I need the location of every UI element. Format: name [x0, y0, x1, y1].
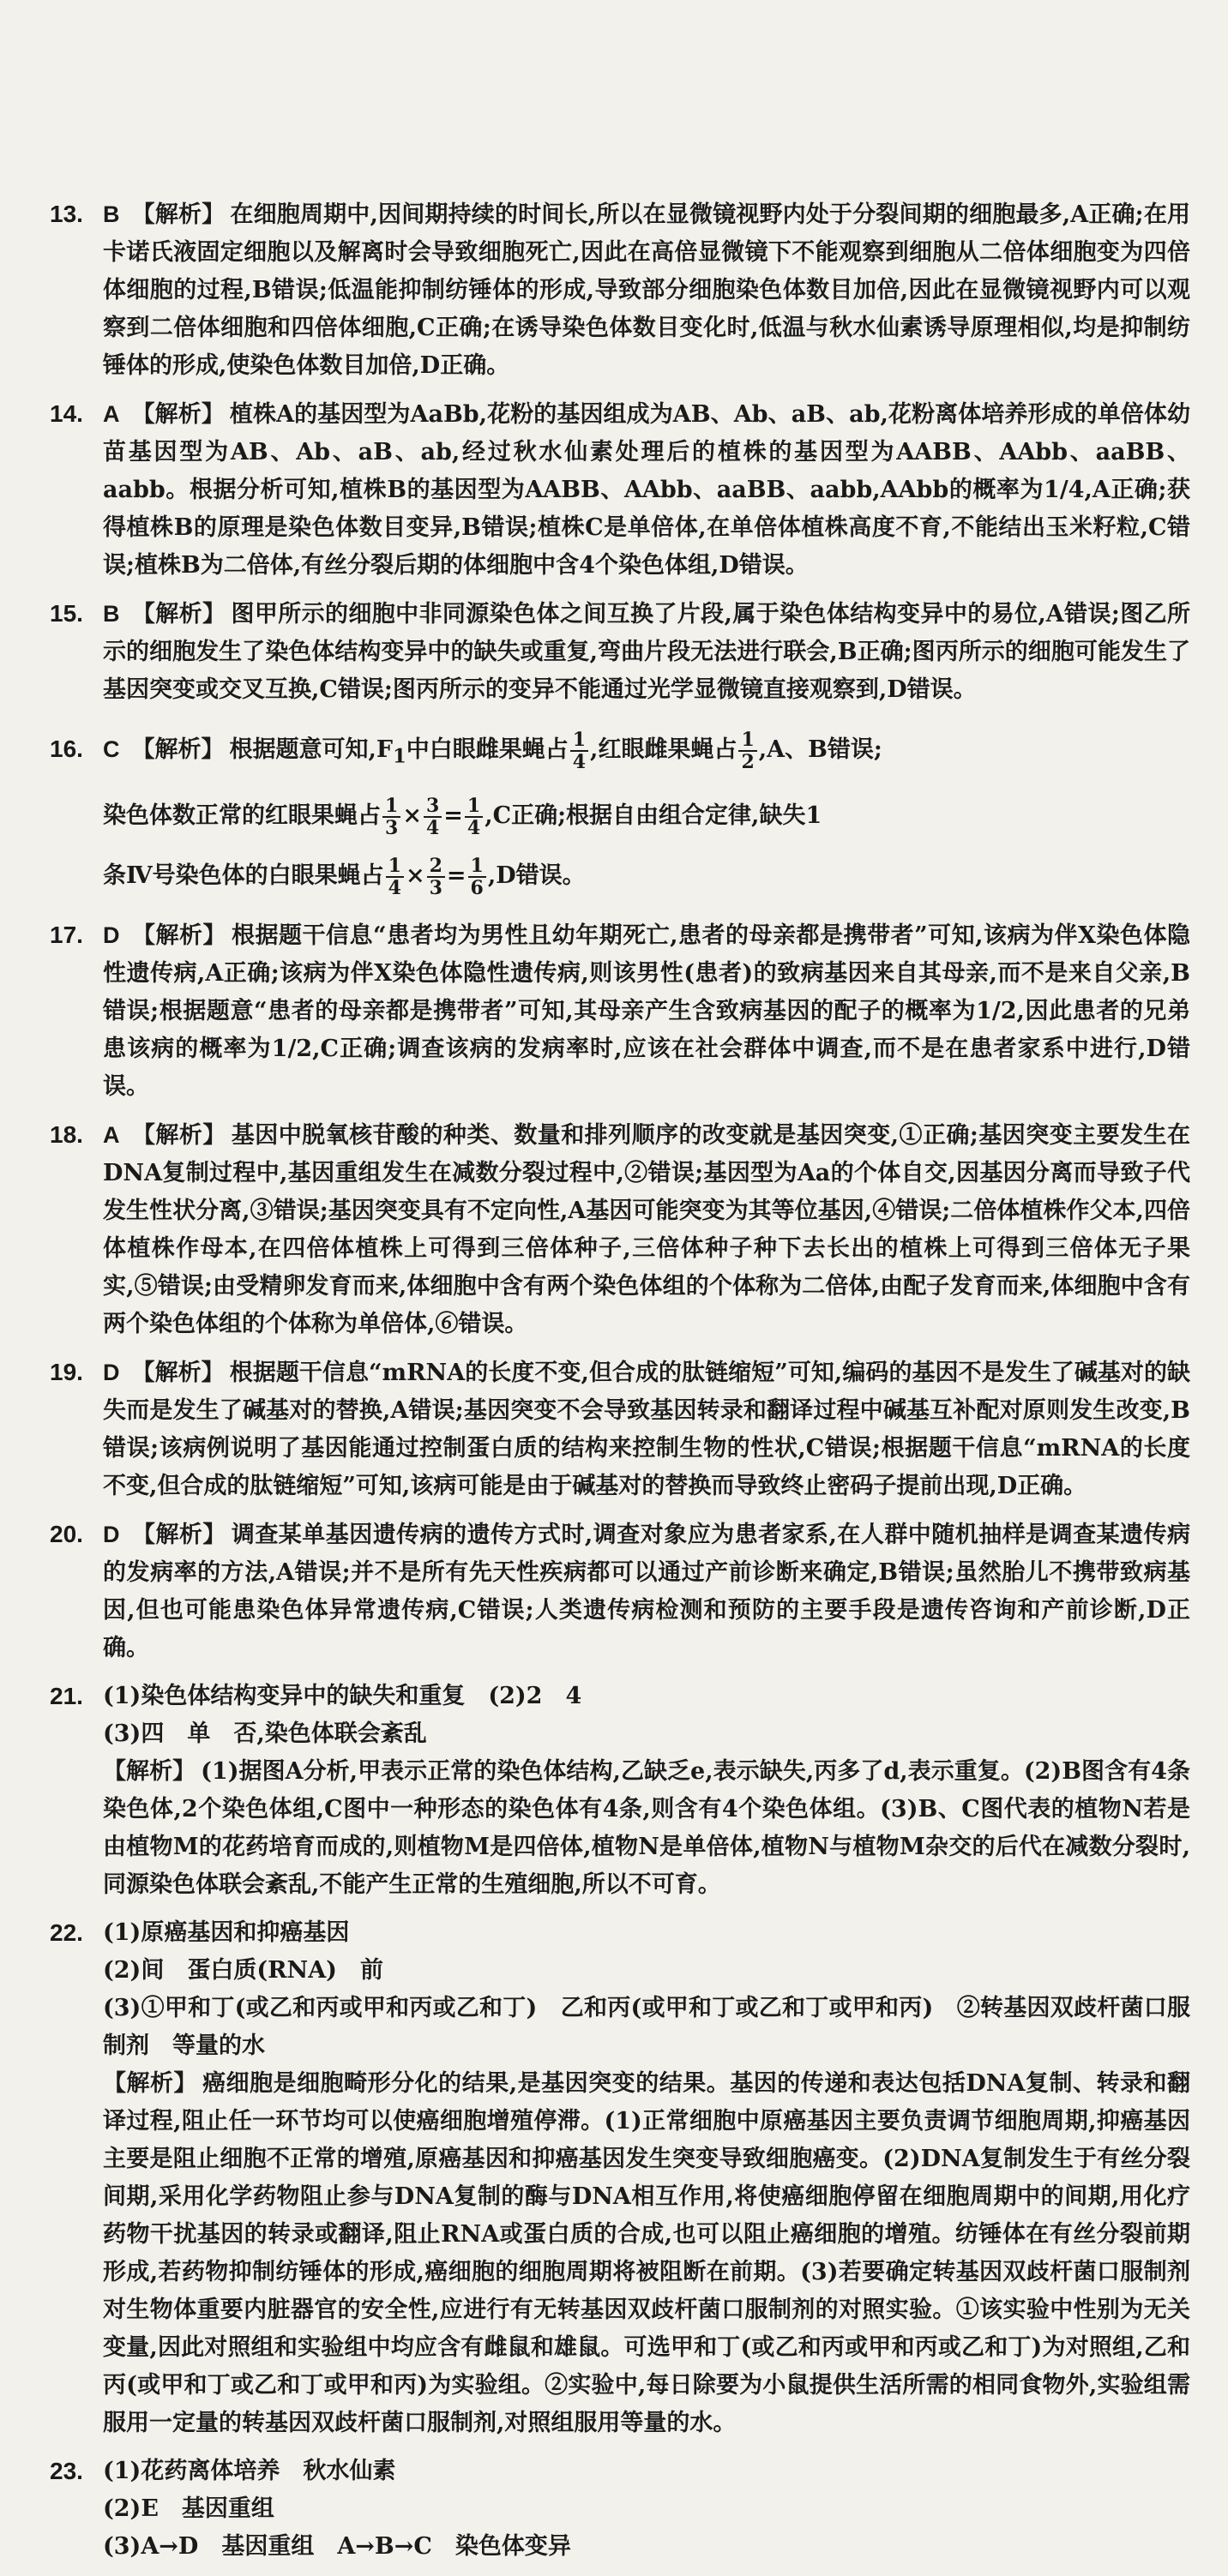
text-segment: 根据题意可知,F — [229, 736, 394, 763]
text-segment: ,红眼雌果蝇占 — [590, 736, 737, 763]
question-number: 23. — [50, 2458, 83, 2485]
question-20 — [50, 1516, 1190, 1667]
answer-line: (2)间 蛋白质(RNA) 前 — [103, 1957, 383, 1985]
text-segment: = — [443, 802, 463, 830]
answer-letter: D — [103, 922, 120, 949]
question-number: 16. — [50, 736, 83, 762]
fraction — [382, 796, 400, 838]
question-number: 15. — [50, 600, 83, 627]
denominator: 3 — [429, 876, 442, 899]
question-17 — [50, 916, 1190, 1106]
answer-letter: D — [103, 1360, 120, 1386]
fraction — [465, 796, 483, 838]
question-explanation — [103, 395, 1190, 585]
analysis-tag: 【解析】 — [131, 922, 227, 950]
answer-line: (2)E 基因重组 — [103, 2495, 274, 2523]
analysis-tag: 【解析】 — [131, 736, 225, 763]
analysis-block — [103, 1753, 1190, 1904]
denominator: 4 — [467, 816, 481, 839]
analysis-text: 图甲所示的细胞中非同源染色体之间互换了片段,属于染色体结构变异中的易位,A错误;图乙所示的细胞发生了染色体结构变异中的缺失或重复,弯曲片段无法进行联会,B正确;图丙所示的细胞可能发生了基因突变或交叉互换,C错误;图丙所示的变异不能通过光学显微镜直接观察到,D错误。 — [103, 601, 1190, 703]
answer-line: (1)原癌基因和抑癌基因 — [103, 1919, 350, 1947]
question-explanation — [103, 2453, 1190, 2566]
numerator: 1 — [465, 796, 483, 818]
question-explanation — [103, 195, 1190, 385]
question-number: 20. — [50, 1521, 83, 1548]
answer-letter: A — [103, 401, 120, 427]
analysis-block — [103, 2065, 1190, 2442]
analysis-tag: 【解析】 — [131, 1360, 225, 1387]
question-21 — [50, 1678, 1190, 1904]
text-segment: ,A、B错误; — [758, 736, 882, 763]
text-segment: ,D错误。 — [487, 862, 586, 890]
fraction — [386, 856, 404, 898]
numerator: 1 — [570, 730, 588, 752]
question-explanation — [103, 719, 1190, 906]
answer-letter: B — [103, 601, 120, 627]
denominator: 3 — [385, 816, 399, 839]
answer-content — [50, 195, 1190, 2576]
numerator: 3 — [424, 796, 442, 818]
denominator: 2 — [741, 750, 755, 773]
question-15 — [50, 595, 1190, 709]
question-13 — [50, 195, 1190, 385]
denominator: 4 — [572, 750, 587, 773]
numerator: 1 — [386, 856, 404, 878]
fraction — [427, 856, 445, 898]
subscript: 1 — [393, 745, 406, 768]
analysis-text: 在细胞周期中,因间期持续的时间长,所以在显微镜视野内处于分裂间期的细胞最多,A正确;在用卡诺氏液固定细胞以及解离时会导致细胞死亡,因此在高倍显微镜下不能观察到细胞从二倍体细胞变为四倍体细胞的过程,B错误;低温能抑制纺锤体的形成,导致部分细胞染色体数目加倍,因此在显微镜视野内可以观察到二倍体细胞和四倍体细胞,C正确;在诱导染色体数目变化时,低温与秋水仙素诱导原理相似,均是抑制纺锤体的形成,使染色体数目加倍,D正确。 — [103, 201, 1191, 379]
analysis-text: 基因中脱氧核苷酸的种类、数量和排列顺序的改变就是基因突变,①正确;基因突变主要发生在DNA复制过程中,基因重组发生在减数分裂过程中,②错误;基因型为Aa的个体自交,因基因分离而导致子代发生性状分离,③错误;基因突变具有不定向性,A基因可能突变为其等位基因,④错误;二倍体植株作父本,四倍体植株作母本,在四倍体植株上可得到三倍体种子,三倍体种子种下去长出的植株上可得到三倍体无子果实,⑤错误;由受精卵发育而来,体细胞中含有两个染色体组的个体称为二倍体,由配子发育而来,体细胞中含有两个染色体组的个体称为单倍体,⑥错误。 — [103, 1122, 1190, 1338]
text-segment: 条Ⅳ号染色体的白眼果蝇占 — [103, 862, 384, 890]
analysis-text: 调查某单基因遗传病的遗传方式时,调查对象应为患者家系,在人群中随机抽样是调查某遗传病的发病率的方法,A错误;并不是所有先天性疾病都可以通过产前诊断来确定,B错误;虽然胎儿不携带致病基因,但也可能患染色体异常遗传病,C错误;人类遗传病检测和预防的主要手段是遗传咨询和产前诊断,D正确。 — [103, 1522, 1190, 1662]
analysis-text: (1)据图A分析,甲表示正常的染色体结构,乙缺乏e,表示缺失,丙多了d,表示重复。(2)B图含有4条染色体,2个染色体组,C图中一种形态的染色体有4条,则含有4个染色体组。(3)B、C图代表的植物N若是由植物M的花药培育而成的,则植物M是四倍体,植物N是单倍体,植物N与植物M杂交的后代在减数分裂时,同源染色体联会紊乱,不能产生正常的生殖细胞,所以不可育。 — [103, 1758, 1190, 1899]
question-number: 21. — [50, 1683, 83, 1710]
analysis-text: 癌细胞是细胞畸形分化的结果,是基因突变的结果。基因的传递和表达包括DNA复制、转录和翻译过程,阻止任一环节均可以使癌细胞增殖停滞。(1)正常细胞中原癌基因主要负责调节细胞周期,抑癌基因主要是阻止细胞不正常的增殖,原癌基因和抑癌基因发生突变导致细胞癌变。(2)DNA复制发生于有丝分裂间期,采用化学药物阻止参与DNA复制的酶与DNA相互作用,将使癌细胞停留在细胞周期中的间期,用化疗药物干扰基因的转录或翻译,阻止RNA或蛋白质的合成,也可以阻止癌细胞的增殖。纺锤体在有丝分裂前期形成,若药物抑制纺锤体的形成,癌细胞的细胞周期将被阻断在前期。(3)若要确定转基因双歧杆菌口服制剂对生物体重要内脏器官的安全性,应进行有无转基因双歧杆菌口服制剂的对照实验。①该实验中性别为无关变量,因此对照组和实验组中均应含有雌鼠和雄鼠。可选甲和丁(或乙和丙或甲和丙或乙和丁)为对照组,乙和丙(或甲和丁或乙和丁或甲和丙)为实验组。②实验中,每日除要为小鼠提供生活所需的相同食物外,实验组需服用一定量的转基因双歧杆菌口服制剂,对照组服用等量的水。 — [103, 2070, 1191, 2437]
answer-letter: D — [103, 1522, 120, 1548]
answer-letter: B — [103, 201, 120, 227]
answer-line: (1)染色体结构变异中的缺失和重复 (2)2 4 — [103, 1683, 582, 1710]
analysis-tag: 【解析】 — [131, 601, 226, 627]
text-segment: × — [405, 862, 425, 890]
numerator: 1 — [738, 730, 756, 752]
text-segment: 中白眼雌果蝇占 — [406, 736, 569, 763]
question-number: 14. — [50, 400, 83, 427]
denominator: 6 — [470, 876, 484, 899]
question-number: 13. — [50, 201, 83, 227]
explanation-line — [103, 719, 1190, 786]
text-segment: ,C正确;根据自由组合定律,缺失1 — [485, 802, 822, 830]
question-explanation — [103, 595, 1190, 709]
question-explanation — [103, 1354, 1190, 1505]
analysis-tag: 【解析】 — [103, 2070, 198, 2098]
answer-letter: A — [103, 1122, 120, 1149]
analysis-tag: 【解析】 — [131, 401, 225, 428]
fraction — [570, 730, 588, 772]
denominator: 4 — [425, 816, 440, 839]
question-explanation — [103, 1914, 1190, 2442]
question-explanation — [103, 916, 1190, 1106]
question-16 — [50, 719, 1190, 906]
question-19 — [50, 1354, 1190, 1505]
numerator: 2 — [427, 856, 445, 878]
question-number: 22. — [50, 1919, 83, 1947]
question-explanation — [103, 1678, 1190, 1904]
explanation-line — [103, 786, 1190, 846]
fraction — [738, 730, 756, 772]
answer-line: (3)A→D 基因重组 A→B→C 染色体变异 — [103, 2533, 571, 2561]
analysis-tag: 【解析】 — [131, 1522, 226, 1549]
analysis-text: 根据题干信息“患者均为男性且幼年期死亡,患者的母亲都是携带者”可知,该病为伴X染色体隐性遗传病,A正确;该病为伴X染色体隐性遗传病,则该男性(患者)的致病基因来自其母亲,而不是来自父亲,B错误;根据题意“患者的母亲都是携带者”可知,其母亲产生含致病基因的配子的概率为1/2,因此患者的兄弟患该病的概率为1/2,C正确;调查该病的发病率时,应该在社会群体中调查,而不是在患者家系中进行,D错误。 — [103, 922, 1191, 1101]
answer-line: (3)四 单 否,染色体联会紊乱 — [103, 1720, 427, 1748]
question-number: 19. — [50, 1359, 83, 1386]
question-number: 17. — [50, 922, 83, 949]
fraction — [468, 856, 486, 898]
explanation-line — [103, 846, 1190, 906]
question-14 — [50, 395, 1190, 585]
question-number: 18. — [50, 1121, 83, 1149]
question-23 — [50, 2453, 1190, 2566]
numerator: 1 — [468, 856, 486, 878]
text-segment: 染色体数正常的红眼果蝇占 — [103, 802, 381, 830]
analysis-tag: 【解析】 — [131, 201, 226, 228]
answer-line: (3)①甲和丁(或乙和丙或甲和丙或乙和丁) 乙和丙(或甲和丁或乙和丁或甲和丙) ②转基因双歧杆菌口服制剂 等量的水 — [103, 1995, 1190, 2060]
analysis-text: 植株A的基因型为AaBb,花粉的基因组成为AB、Ab、aB、ab,花粉离体培养形成的单倍体幼苗基因型为AB、Ab、aB、ab,经过秋水仙素处理后的植株的基因型为AABB、AAbb、aaBB、aabb。根据分析可知,植株B的基因型为AABB、AAbb、aaBB、aabb,AAbb的概率为1/4,A正确;获得植株B的原理是染色体数目变异,B错误;植株C是单倍体,在单倍体植株高度不育,不能结出玉米籽粒,C错误;植株B为二倍体,有丝分裂后期的体细胞中含4个染色体组,D错误。 — [103, 401, 1190, 579]
answer-letter: C — [103, 736, 120, 762]
question-22 — [50, 1914, 1190, 2442]
analysis-text: 根据题干信息“mRNA的长度不变,但合成的肽链缩短”可知,编码的基因不是发生了碱基对的缺失而是发生了碱基对的替换,A错误;基因突变不会导致基因转录和翻译过程中碱基互补配对原则发生改变,B错误;该病例说明了基因能通过控制蛋白质的结构来控制生物的性状,C错误;根据题干信息“mRNA的长度不变,但合成的肽链缩短”可知,该病可能是由于碱基对的替换而导致终止密码子提前出现,D正确。 — [103, 1360, 1191, 1500]
text-segment: × — [402, 802, 422, 830]
fraction — [424, 796, 442, 838]
analysis-tag: 【解析】 — [103, 1758, 196, 1786]
question-18 — [50, 1116, 1190, 1343]
question-explanation — [103, 1516, 1190, 1667]
numerator: 1 — [382, 796, 400, 818]
text-segment: = — [446, 862, 467, 890]
denominator: 4 — [388, 876, 401, 899]
answer-line: (1)花药离体培养 秋水仙素 — [103, 2458, 396, 2485]
question-explanation — [103, 1116, 1190, 1343]
analysis-tag: 【解析】 — [131, 1122, 226, 1150]
